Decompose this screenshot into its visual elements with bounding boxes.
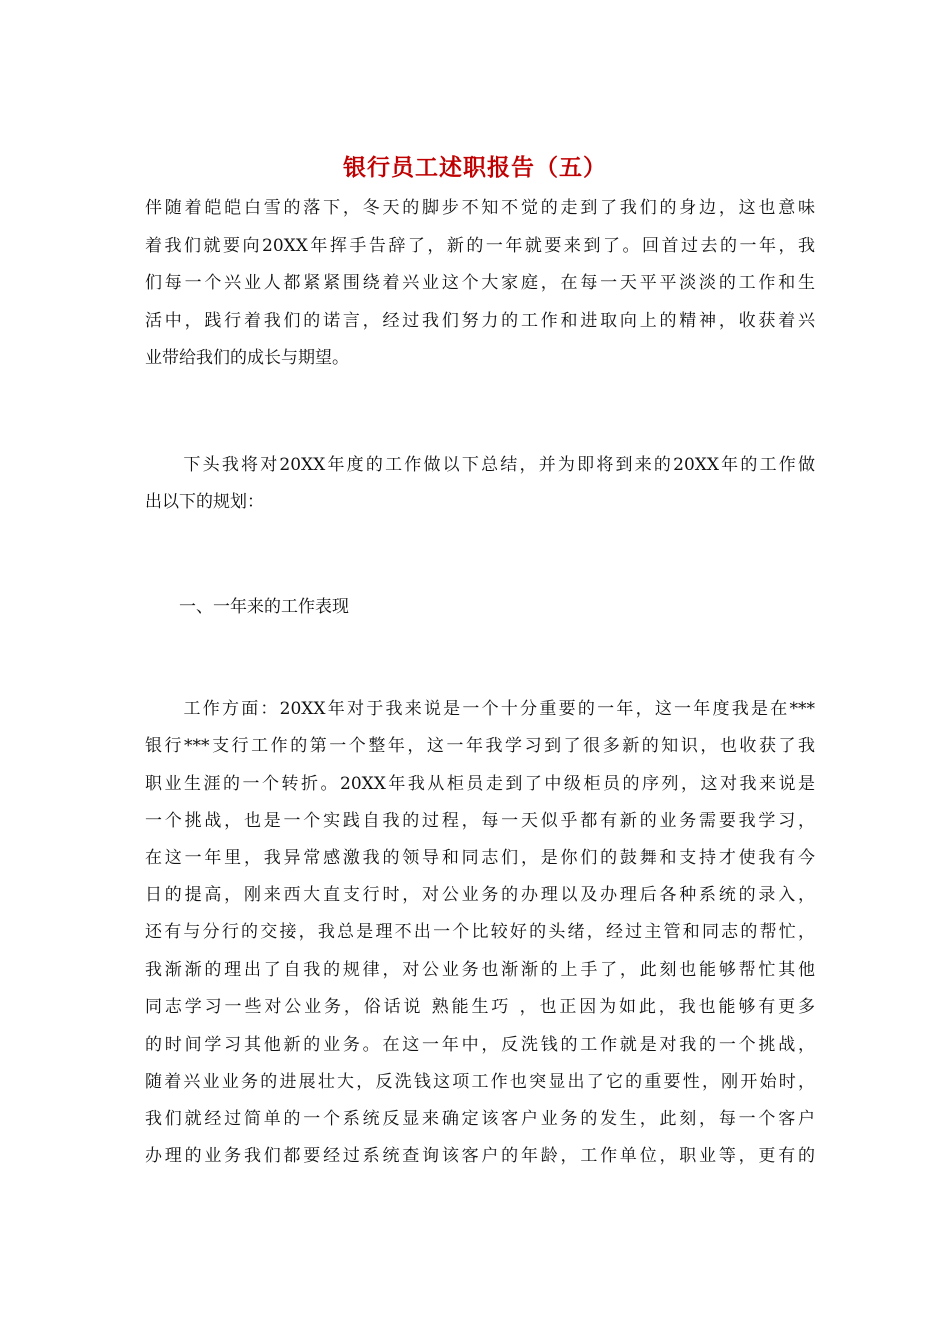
paragraph-3-line-7: 还有与分行的交接，我总是理不出一个比较好的头绪，经过主管和同志的帮忙， (145, 922, 815, 942)
paragraph-3-line-11: 随着兴业业务的进展壮大，反洗钱这项工作也突显出了它的重要性，刚开始时， (145, 1072, 815, 1092)
paragraph-1-line-2: 着我们就要向20XX年挥手告辞了，新的一年就要来到了。回首过去的一年，我 (145, 236, 815, 256)
paragraph-2-line-2: 出以下的规划： (145, 492, 264, 512)
paragraph-2-line-1: 下头我将对20XX年度的工作做以下总结，并为即将到来的20XX年的工作做 (145, 455, 815, 475)
paragraph-1-line-5: 业带给我们的成长与期望。 (145, 348, 349, 368)
paragraph-1-line-4: 活中，践行着我们的诺言，经过我们努力的工作和进取向上的精神，收获着兴 (145, 311, 815, 331)
paragraph-3-line-10: 的时间学习其他新的业务。在这一年中，反洗钱的工作就是对我的一个挑战， (145, 1035, 815, 1055)
document-title: 银行员工述职报告（五） (343, 154, 607, 181)
paragraph-3-line-13: 办理的业务我们都要经过系统查询该客户的年龄，工作单位，职业等，更有的 (145, 1146, 815, 1166)
paragraph-3-line-4: 一个挑战，也是一个实践自我的过程，每一天似乎都有新的业务需要我学习， (145, 811, 815, 831)
paragraph-1-line-3: 们每一个兴业人都紧紧围绕着兴业这个大家庭，在每一天平平淡淡的工作和生 (145, 273, 815, 293)
paragraph-3-line-2: 银行***支行工作的第一个整年，这一年我学习到了很多新的知识，也收获了我 (145, 736, 815, 756)
section-heading: 一、一年来的工作表现 (145, 597, 349, 617)
paragraph-3-line-9: 同志学习一些对公业务，俗话说 熟能生巧 ，也正因为如此，我也能够有更多 (145, 997, 815, 1017)
paragraph-3-line-8: 我渐渐的理出了自我的规律，对公业务也渐渐的上手了，此刻也能够帮忙其他 (145, 960, 815, 980)
paragraph-3-line-1: 工作方面：20XX年对于我来说是一个十分重要的一年，这一年度我是在*** (145, 699, 815, 719)
paragraph-3-line-6: 日的提高，刚来西大直支行时，对公业务的办理以及办理后各种系统的录入， (145, 885, 815, 905)
paragraph-1-line-1: 伴随着皑皑白雪的落下，冬天的脚步不知不觉的走到了我们的身边，这也意味 (145, 198, 815, 218)
paragraph-3-line-5: 在这一年里，我异常感激我的领导和同志们，是你们的鼓舞和支持才使我有今 (145, 848, 815, 868)
paragraph-3-line-12: 我们就经过简单的一个系统反显来确定该客户业务的发生，此刻，每一个客户 (145, 1109, 815, 1129)
paragraph-3-line-3: 职业生涯的一个转折。20XX年我从柜员走到了中级柜员的序列，这对我来说是 (145, 774, 815, 794)
